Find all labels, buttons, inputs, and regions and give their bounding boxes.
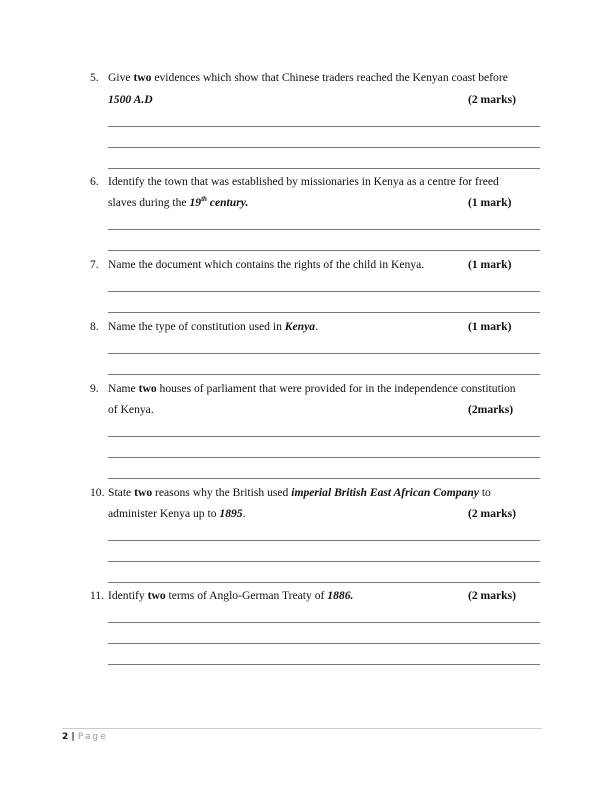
text: slaves during the (108, 196, 190, 209)
page-label: Page (77, 732, 108, 742)
text: Name (108, 382, 139, 395)
text: . (315, 320, 318, 333)
text: Name the document which contains the rights of the child in Kenya. (108, 258, 425, 271)
text: Identify the town that was established by missionaries in Kenya as a centre for freed (108, 175, 499, 188)
text: to (478, 486, 491, 499)
answer-line[interactable] (108, 126, 540, 127)
text: century. (206, 196, 249, 209)
page-footer (62, 732, 108, 742)
text: terms of Anglo-German Treaty of (165, 589, 328, 602)
text: th (201, 195, 207, 204)
question-number: 9. (90, 382, 99, 395)
answer-line[interactable] (108, 229, 540, 230)
text: Identify (108, 589, 148, 602)
text: of Kenya. (108, 403, 154, 416)
text: 1500 A.D (108, 93, 153, 106)
text: 19 (189, 196, 202, 209)
question-number: 6. (90, 175, 99, 188)
answer-line[interactable] (108, 312, 540, 313)
text: State (108, 486, 135, 499)
text: administer Kenya up to (108, 507, 220, 520)
answer-line[interactable] (108, 374, 540, 375)
marks: (2 marks) (468, 507, 516, 520)
answer-line[interactable] (108, 540, 540, 541)
separator: | (68, 732, 78, 742)
text: two (133, 71, 152, 84)
answer-line[interactable] (108, 664, 540, 665)
answer-line[interactable] (108, 478, 540, 479)
answer-line[interactable] (108, 582, 540, 583)
text: imperial British East African Company (291, 486, 479, 499)
text: two (147, 589, 166, 602)
text: Kenya (284, 320, 316, 333)
text: two (134, 486, 153, 499)
page-number: 2 (62, 732, 69, 742)
answer-line[interactable] (108, 168, 540, 169)
text: houses of parliament that were provided for in the independence constitution (156, 382, 516, 395)
marks: (1 mark) (468, 258, 512, 271)
question-number: 10. (90, 486, 105, 499)
marks: (2marks) (468, 403, 514, 416)
text: 1886. (327, 589, 354, 602)
question-number: 8. (90, 320, 99, 333)
answer-line[interactable] (108, 561, 540, 562)
question-number: 5. (90, 71, 99, 84)
text: 1895 (219, 507, 243, 520)
answer-line[interactable] (108, 622, 540, 623)
answer-line[interactable] (108, 457, 540, 458)
question-text (90, 71, 508, 85)
marks: (1 mark) (468, 196, 512, 209)
text: evidences which show that Chinese traders reached the Kenyan coast before (151, 71, 508, 84)
marks: (2 marks) (468, 589, 516, 602)
answer-line[interactable] (108, 291, 540, 292)
answer-line[interactable] (108, 436, 540, 437)
text: Name the type of constitution used in (108, 320, 285, 333)
marks: (2 marks) (468, 93, 516, 106)
answer-line[interactable] (108, 250, 540, 251)
answer-line[interactable] (108, 643, 540, 644)
question-number: 11. (90, 589, 105, 602)
answer-line[interactable] (108, 353, 540, 354)
text: reasons why the British used (152, 486, 292, 499)
text: Give (108, 71, 134, 84)
footer-divider (62, 728, 542, 729)
answer-line[interactable] (108, 147, 540, 148)
text: . (242, 507, 246, 520)
question-number: 7. (90, 258, 99, 271)
marks: (1 mark) (468, 320, 512, 333)
text: two (138, 382, 157, 395)
